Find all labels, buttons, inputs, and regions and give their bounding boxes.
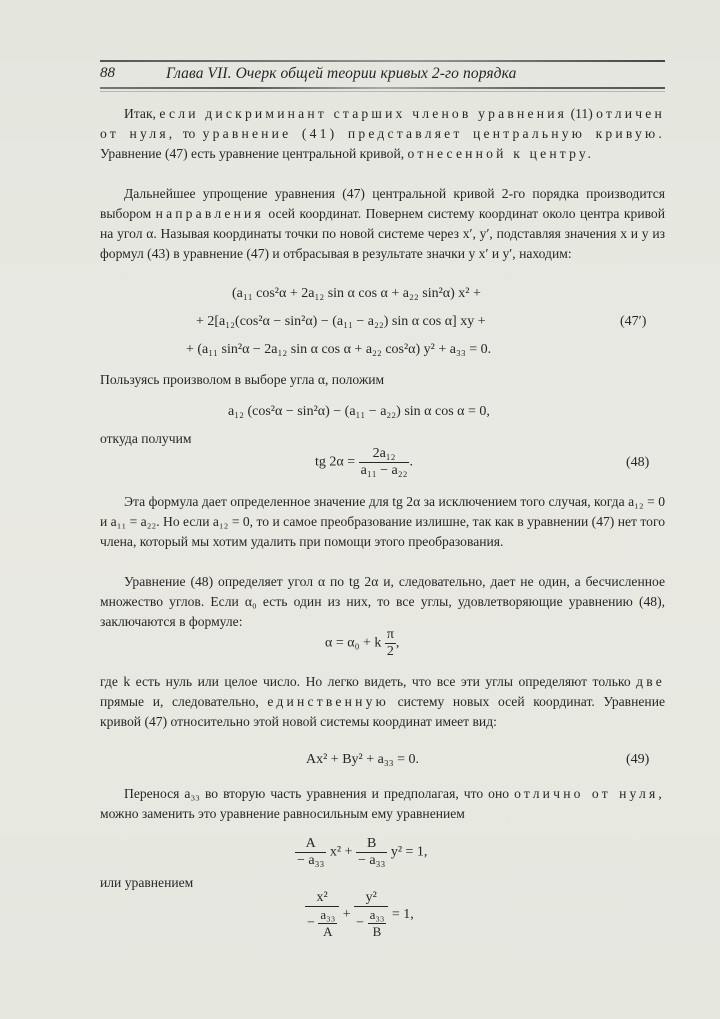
- equation-47p-line1: (a₁₁ cos²α + 2a₁₂ sin α cos α + a₂₂ sin²α) x² +: [232, 286, 481, 301]
- numerator: π: [386, 627, 394, 642]
- equation-ratio-2: [305, 890, 414, 940]
- numerator: a₃₃: [369, 907, 385, 922]
- text: (11): [567, 106, 597, 121]
- fraction: [385, 627, 396, 660]
- text: или уравнением: [100, 875, 194, 890]
- denominator: − a₃₃: [297, 853, 325, 868]
- paragraph-3: [100, 370, 665, 390]
- text: можно заменить это уравнение равносильным ему уравнением: [100, 806, 465, 821]
- paragraph-2: [100, 184, 665, 264]
- text: Уравнение (47) есть уравнение центральной кривой,: [100, 146, 408, 161]
- fraction: [359, 446, 410, 479]
- page-header: [100, 58, 665, 92]
- equation-lhs: α = α₀ + k: [325, 635, 382, 651]
- spaced-emphasis: две: [636, 674, 665, 689]
- equation-term: x² +: [329, 844, 353, 860]
- text: осей координат. Повернем систему координат около центра кривой на угол α. Называя координаты точки по новой системе через x′, y′, подставляя значения x и y из формул (43) в уравнение (47) и отбрасывая в результате значки у x′ и y′, находим:: [100, 206, 665, 261]
- text: Дальнейшее упрощение уравнения (47) центральной кривой 2-го порядка производится выбором: [100, 186, 665, 221]
- equation-condition: a₁₂ (cos²α − sin²α) − (a₁₁ − a₂₂) sin α cos α = 0,: [228, 404, 490, 419]
- spaced-emphasis: уравнение (41) представляет центральную кривую.: [202, 126, 666, 141]
- fraction: [356, 836, 387, 869]
- equation-term: y² = 1,: [390, 844, 428, 860]
- text: Уравнение (48) определяет угол α по tg 2α и, следовательно, дает не один, а бесчисленное множество углов. Если α₀ есть один из них, то все углы, удовлетворяющие уравнению (48), заключаются в формуле:: [100, 574, 665, 629]
- numerator: 2a₁₂: [359, 446, 410, 463]
- text: Пользуясь произволом в выборе угла α, положим: [100, 372, 385, 387]
- equation-alpha: [325, 627, 399, 660]
- denominator: B: [372, 924, 382, 939]
- text: прямые и, следовательно,: [100, 694, 268, 709]
- inner-fraction: [318, 907, 337, 940]
- equation-number-49: (49): [626, 752, 650, 767]
- running-head: Глава VII. Очерк общей теории кривых 2-го порядка: [166, 65, 517, 82]
- spaced-emphasis: если дискриминант старших членов уравнения: [159, 106, 568, 121]
- denominator: a₁₁ − a₂₂: [360, 463, 408, 478]
- punctuation: ,: [395, 635, 400, 651]
- equation-number-47p: (47′): [620, 314, 647, 329]
- paragraph-7: [100, 672, 665, 732]
- text: откуда получим: [100, 431, 192, 446]
- spaced-emphasis: единственную: [267, 694, 389, 709]
- denominator: − a₃₃: [357, 853, 386, 868]
- numerator: x²: [305, 890, 339, 907]
- fraction: [295, 836, 326, 869]
- text: Итак,: [124, 106, 160, 121]
- header-rule-bottom-thin: [100, 91, 665, 92]
- compound-fraction: [305, 890, 339, 940]
- equation-lhs: tg 2α =: [315, 454, 356, 470]
- equation-47p-line2: + 2[a₁₂(cos²α − sin²α) − (a₁₁ − a₂₂) sin α cos α] xy +: [196, 314, 486, 329]
- spaced-emphasis: отнесенной к центру.: [407, 146, 595, 161]
- numerator: B: [356, 836, 387, 853]
- spaced-emphasis: отличен от нуля,: [100, 106, 665, 141]
- numerator: y²: [354, 890, 388, 907]
- punctuation: .: [409, 454, 413, 470]
- minus-sign: −: [356, 915, 365, 931]
- paragraph-6: [100, 572, 665, 632]
- numerator: a₃₃: [320, 907, 336, 922]
- equation-term: = 1,: [391, 907, 414, 923]
- denominator: [354, 907, 388, 940]
- plus-sign: +: [342, 907, 351, 923]
- denominator: [305, 907, 339, 940]
- text: где k есть нуль или целое число. Но легко видеть, что все эти углы определяют только: [100, 674, 637, 689]
- denominator: 2: [386, 644, 394, 659]
- text: то: [175, 126, 203, 141]
- text: Перенося a₃₃ во вторую часть уравнения и предполагая, что оно: [124, 786, 515, 801]
- numerator: A: [295, 836, 326, 853]
- equation-48: [315, 446, 413, 479]
- paragraph-8: [100, 784, 665, 824]
- text: Эта формула дает определенное значение для tg 2α за исключением того случая, когда a₁₂ = 0 и a₁₁ = a₂₂. Но если a₁₂ = 0, то и самое преобразование излишне, так как в уравнении (47) нет того члена, который мы хотим удалить при помощи этого преобразования.: [100, 494, 665, 549]
- spaced-emphasis: отлично от нуля,: [514, 786, 665, 801]
- header-rule-bottom: [100, 87, 665, 89]
- text: систему новых осей координат. Уравнение кривой (47) относительно этой новой системы координат имеет вид:: [100, 694, 665, 729]
- equation-number-48: (48): [626, 455, 650, 470]
- minus-sign: −: [307, 915, 315, 931]
- inner-fraction: [368, 907, 387, 940]
- equation-ratio-1: [295, 836, 427, 869]
- denominator: A: [323, 924, 333, 939]
- paragraph-1: [100, 104, 665, 164]
- equation-47p-line3: + (a₁₁ sin²α − 2a₁₂ sin α cos α + a₂₂ cos²α) y² + a₃₃ = 0.: [186, 342, 492, 357]
- header-rule-top: [100, 60, 665, 62]
- equation-49: Ax² + By² + a₃₃ = 0.: [306, 752, 420, 767]
- compound-fraction: [354, 890, 388, 940]
- spaced-emphasis: направления: [155, 206, 264, 221]
- page-number: 88: [100, 65, 115, 81]
- paragraph-5: [100, 492, 665, 552]
